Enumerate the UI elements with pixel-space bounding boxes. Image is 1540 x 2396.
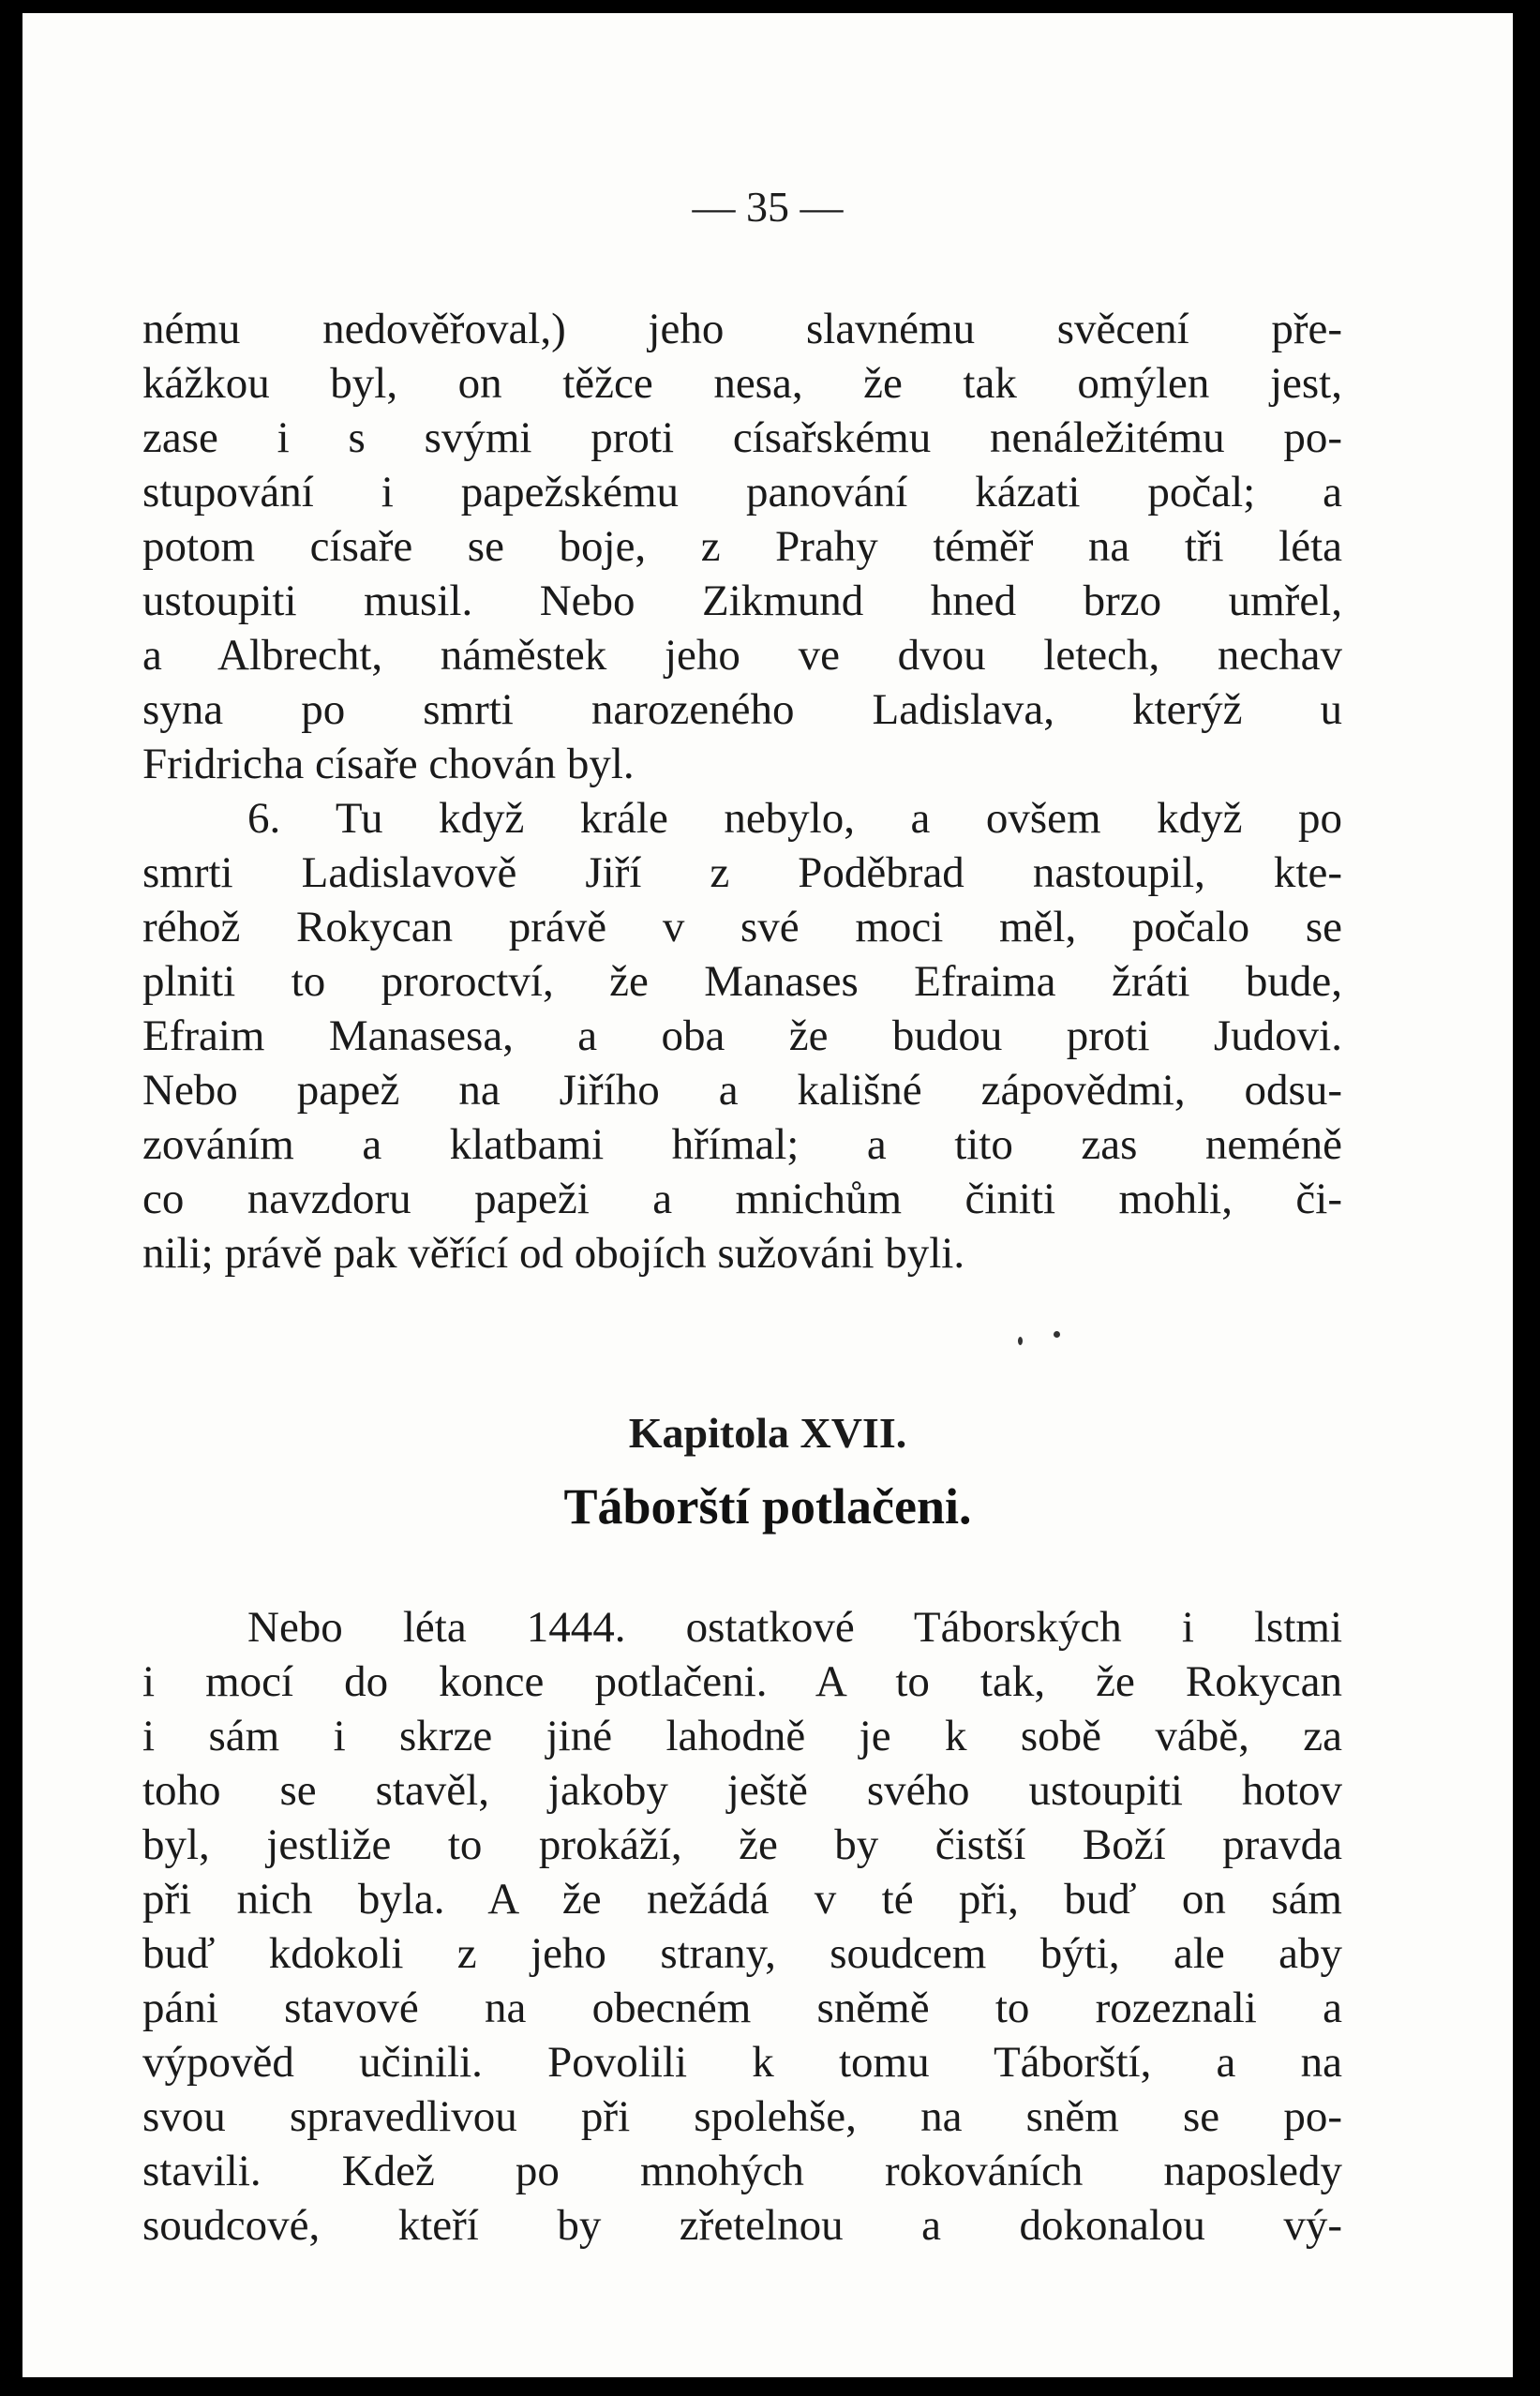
text-line: toho se stavěl, jakoby ještě svého ustoupiti hotov [142, 1766, 1342, 1815]
chapter-title: Táborští potlačeni. [563, 1478, 972, 1535]
chapter-label: Kapitola XVII. [628, 1409, 907, 1457]
text-line: kážkou byl, on těžce nesa, že tak omýlen jest, [142, 359, 1342, 408]
text-line: plniti to proroctví, že Manases Efraima žráti bude, [142, 957, 1342, 1006]
print-speck [1054, 1331, 1060, 1338]
text-line: svou spravedlivou při spolehše, na sněm se po- [142, 2092, 1342, 2141]
text-line: réhož Rokycan právě v své moci měl, počalo se [142, 903, 1342, 951]
text-line: zováním a klatbami hřímal; a tito zas neméně [142, 1120, 1342, 1169]
text-line: Fridricha císaře chován byl. [142, 740, 635, 788]
text-line: Nebo léta 1444. ostatkové Táborských i lstmi [247, 1603, 1342, 1652]
text-line: potom císaře se boje, z Prahy téměř na tři léta [142, 522, 1342, 571]
text-line: páni stavové na obecném sněmě to rozeznali a [142, 1984, 1342, 2032]
text-line: byl, jestliže to prokáží, že by čistší Boží pravda [142, 1820, 1342, 1869]
paragraph-block-2 [142, 1600, 1342, 2253]
text-line: stupování i papežskému panování kázati počal; a [142, 468, 1342, 517]
text-line: nému nedověřoval,) jeho slavnému svěcení pře- [142, 305, 1342, 353]
text-line: ustoupiti musil. Nebo Zikmund hned brzo umřel, [142, 577, 1342, 625]
text-line: co navzdoru papeži a mnichům činiti mohli, či- [142, 1175, 1342, 1223]
text-line: syna po smrti narozeného Ladislava, kterýž u [142, 685, 1342, 734]
text-line: 6. Tu když krále nebylo, a ovšem když po [247, 794, 1342, 843]
text-line: Nebo papež na Jiřího a kališné zápovědmi, odsu- [142, 1066, 1342, 1115]
print-speck [1018, 1337, 1023, 1345]
text-line: při nich byla. A že nežádá v té při, buď on sám [142, 1875, 1342, 1924]
text-line: a Albrecht, náměstek jeho ve dvou letech, nechav [142, 631, 1342, 680]
text-line: výpověd učinili. Povolili k tomu Táborští, a na [142, 2038, 1342, 2087]
text-line: soudcové, kteří by zřetelnou a dokonalou vý- [142, 2201, 1342, 2250]
paragraph-block-1 [142, 302, 1342, 1280]
text-line: nili; právě pak věřící od obojích sužováni byli. [142, 1229, 965, 1278]
text-line: Efraim Manasesa, a oba že budou proti Judovi. [142, 1011, 1342, 1060]
book-page [22, 13, 1513, 2377]
text-line: smrti Ladislavově Jiří z Poděbrad nastoupil, kte- [142, 848, 1342, 897]
text-line: i sám i skrze jiné lahodně je k sobě vábě, za [142, 1712, 1342, 1760]
text-line: stavili. Kdež po mnohých rokováních naposledy [142, 2147, 1342, 2195]
page-number: — 35 — [692, 183, 844, 231]
text-line: zase i s svými proti císařskému nenáležitému po- [142, 413, 1342, 462]
text-line: buď kdokoli z jeho strany, soudcem býti, ale aby [142, 1929, 1342, 1978]
text-line: i mocí do konce potlačeni. A to tak, že Rokycan [142, 1657, 1342, 1706]
